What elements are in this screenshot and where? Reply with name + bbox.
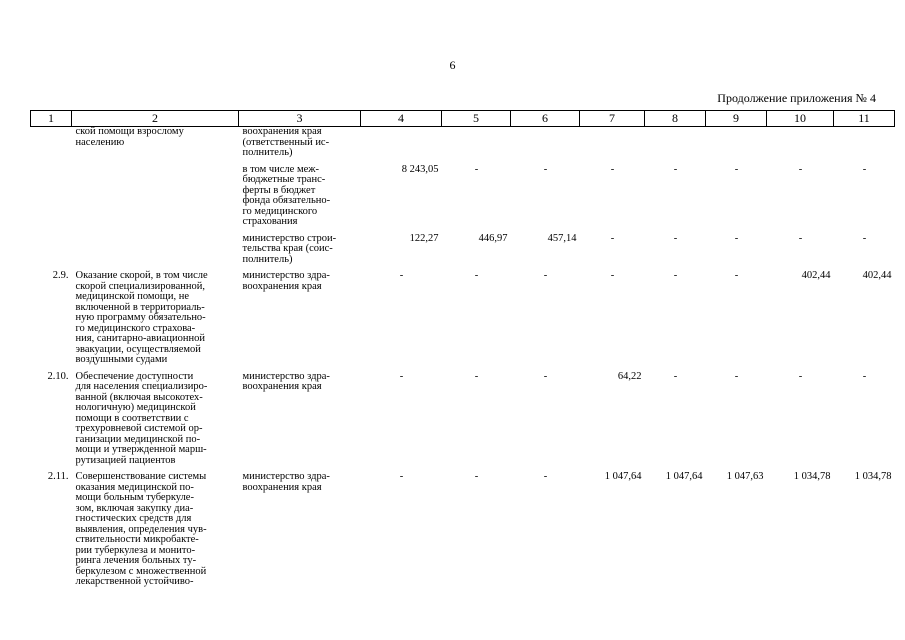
executor: министерство строи- тельства края (соис- полнитель) [242, 232, 337, 265]
value-cell: - [399, 471, 404, 482]
value-cell: - [543, 471, 548, 482]
row-number [31, 228, 72, 266]
value-cell: 1 034,78 [793, 471, 831, 482]
measure-name: Обеспечение доступности для населения специализиро- ванной (включая высокотех- нологичную) медицинской помощи в соответствии с трехуровневой системой ор- ганизации медицинской по- мощи и утвержденной марш- рутизацией пациентов [75, 370, 208, 466]
row-number: 2.11. [47, 471, 69, 482]
row-number: 2.10. [47, 370, 69, 382]
value-cell [645, 127, 706, 159]
value-cell: 1 047,63 [726, 471, 764, 482]
executor: министерство здра- воохранения края [242, 370, 330, 392]
table-row [31, 228, 895, 266]
value-cell [361, 127, 442, 159]
value-cell: 1 034,78 [854, 471, 892, 482]
value-cell: - [474, 163, 479, 175]
value-cell: 446,97 [478, 232, 508, 244]
col-header: 6 [511, 111, 580, 127]
value-cell: - [734, 163, 739, 175]
value-cell: - [543, 163, 548, 175]
measure-name: Совершенствование системы оказания медицинской по- мощи больным туберкуле- зом, включая закупку диа- гностических средств для выявления, определения чув- ствительности микробакте- рии туберкулеза и монито- ринга лечения больных ту- беркулезом с множественной лекарственной устойчиво- [75, 471, 207, 587]
value-cell: - [610, 163, 615, 175]
table-row [31, 127, 895, 159]
value-cell: - [474, 270, 479, 281]
value-cell: - [399, 270, 404, 281]
row-number: 2.9. [52, 270, 69, 281]
value-cell [706, 127, 767, 159]
value-cell: 402,44 [801, 270, 831, 281]
col-header: 5 [442, 111, 511, 127]
value-cell: 1 047,64 [604, 471, 642, 482]
table-row [31, 265, 895, 366]
col-header: 2 [72, 111, 239, 127]
executor: министерство здра- воохранения края [242, 270, 330, 292]
col-header: 10 [767, 111, 834, 127]
value-cell: - [673, 370, 678, 382]
continuation-label: Продолжение приложения № 4 [717, 91, 876, 105]
value-cell: - [673, 163, 678, 175]
executor: министерство здра- воохранения края [242, 471, 330, 493]
value-cell: - [862, 370, 867, 382]
col-header: 4 [361, 111, 442, 127]
value-cell: 64,22 [617, 370, 642, 382]
measure-name: Оказание скорой, в том числе скорой специализированной, медицинской помощи, не включенной в территориаль- ную программу обязательно- го медицинского страхова- ния, санитарно-авиационной эвакуации, осуществляемой воздушными судами [75, 270, 208, 365]
col-header: 1 [31, 111, 72, 127]
value-cell [767, 127, 834, 159]
col-header: 8 [645, 111, 706, 127]
value-cell: - [734, 270, 739, 281]
value-cell: - [673, 270, 678, 281]
page-number: 6 [449, 58, 456, 72]
value-cell: - [734, 232, 739, 244]
row-number [31, 127, 72, 159]
table-header-row [31, 111, 895, 127]
table-row [31, 366, 895, 467]
value-cell: - [543, 370, 548, 382]
executor: воохранения края (ответственный ис- полнитель) [242, 126, 330, 158]
col-header: 11 [834, 111, 895, 127]
value-cell: - [673, 232, 678, 244]
value-cell: - [734, 370, 739, 382]
value-cell: - [798, 232, 803, 244]
value-cell: - [798, 370, 803, 382]
row-number [31, 159, 72, 228]
value-cell [580, 127, 645, 159]
value-cell: 1 047,64 [665, 471, 703, 482]
measure-name: ской помощи взрослому населению [75, 126, 184, 148]
col-header: 7 [580, 111, 645, 127]
value-cell: - [610, 270, 615, 281]
value-cell: - [798, 163, 803, 175]
value-cell: - [474, 370, 479, 382]
value-cell [442, 127, 511, 159]
value-cell: 8 243,05 [401, 163, 439, 175]
value-cell: - [399, 370, 404, 382]
value-cell: - [543, 270, 548, 281]
executor: в том числе меж- бюджетные транс- ферты в бюджет фонда обязательно- го медицинского страхования [242, 163, 331, 227]
measure-name [72, 159, 239, 228]
value-cell: - [474, 471, 479, 482]
value-cell: 402,44 [862, 270, 892, 281]
measure-name [72, 228, 239, 266]
value-cell: - [862, 163, 867, 175]
col-header: 9 [706, 111, 767, 127]
value-cell: 122,27 [409, 232, 439, 244]
col-header: 3 [239, 111, 361, 127]
value-cell: 457,14 [547, 232, 577, 244]
table-row [31, 466, 895, 588]
value-cell [834, 127, 895, 159]
table-row [31, 159, 895, 228]
value-cell [511, 127, 580, 159]
value-cell: - [610, 232, 615, 244]
appendix-table [30, 110, 895, 588]
value-cell: - [862, 232, 867, 244]
